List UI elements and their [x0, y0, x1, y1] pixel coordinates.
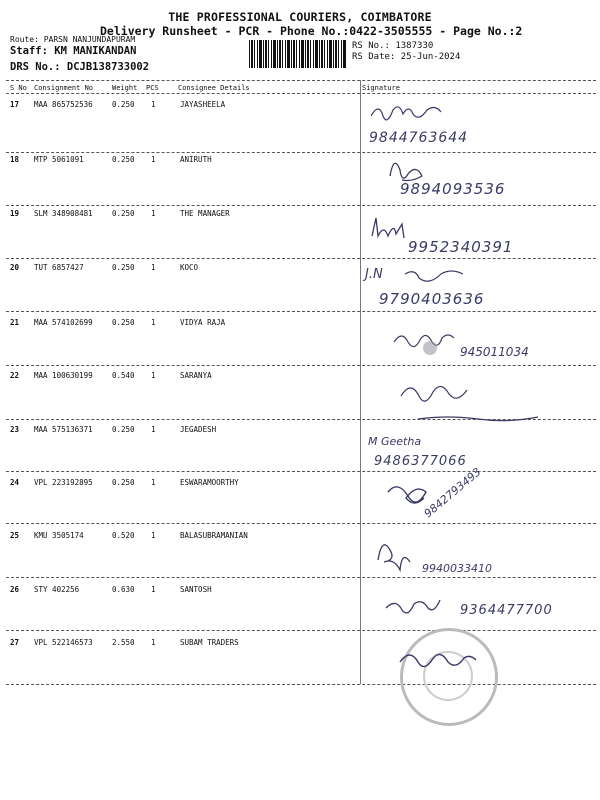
row-weight: 0.630: [112, 585, 135, 594]
row-weight: 0.540: [112, 371, 135, 380]
row-sno: 22: [10, 371, 20, 380]
row-weight: 0.520: [112, 531, 135, 540]
handwritten-phone: 9940033410: [422, 562, 492, 575]
row-sno: 18: [10, 155, 20, 164]
row-sno: 27: [10, 638, 20, 647]
row-consignment: STY 402256: [34, 585, 80, 594]
row-consignment: MAA 575136371: [34, 425, 93, 434]
row-separator: [6, 523, 596, 524]
col-header-consignment: Consignment No: [34, 84, 94, 92]
company-name: THE PROFESSIONAL COURIERS, COIMBATORE: [168, 10, 432, 24]
handwritten-phone: 9844763644: [369, 130, 469, 146]
barcode: [249, 40, 347, 68]
handwritten-phone: 9952340391: [408, 238, 514, 256]
row-consignee: ANIRUTH: [180, 155, 212, 164]
row-consignee: KOCO: [180, 263, 199, 272]
row-pcs: 1: [151, 531, 156, 540]
header-top-rule: [6, 80, 596, 81]
row-pcs: 1: [151, 478, 156, 487]
row-pcs: 1: [151, 318, 156, 327]
row-consignment: MAA 574102699: [34, 318, 93, 327]
signature-mark: [396, 646, 496, 680]
row-sno: 17: [10, 100, 20, 109]
route-label: Route: PARSN NANJUNDAPURAM: [10, 35, 136, 44]
signature-mark: [365, 98, 515, 154]
row-consignment: MAA 100630199: [34, 371, 93, 380]
col-header-signature: Signature: [362, 84, 400, 92]
row-consignment: MTP 5061091: [34, 155, 84, 164]
row-sno: 24: [10, 478, 20, 487]
row-pcs: 1: [151, 371, 156, 380]
row-consignee: VIDYA RAJA: [180, 318, 226, 327]
signature-mark: [382, 590, 552, 629]
row-separator: [6, 684, 596, 685]
row-sno: 19: [10, 209, 20, 218]
handwritten-phone: 9894093536: [400, 180, 506, 198]
row-consignment: KMU 3505174: [34, 531, 84, 540]
signature-mark: [365, 262, 525, 316]
handwritten-phone: 9842793493: [421, 465, 484, 521]
handwritten-phone: 9486377066: [374, 454, 467, 469]
row-consignee: SUBAM TRADERS: [180, 638, 239, 647]
handwritten-phone: 9790403636: [379, 290, 485, 308]
row-consignment: MAA 865752536: [34, 100, 93, 109]
svg-text:M Geetha: M Geetha: [368, 435, 422, 448]
rs-number: RS No.: 1387330: [352, 41, 434, 51]
row-consignee: BALASUBRAMANIAN: [180, 531, 248, 540]
col-header-pcs: PCS: [146, 84, 159, 92]
signature-mark: [370, 530, 520, 584]
row-consignee: ESWARAMOORTHY: [180, 478, 239, 487]
row-weight: 0.250: [112, 318, 135, 327]
row-consignee: JAYASHEELA: [180, 100, 226, 109]
row-weight: 0.250: [112, 478, 135, 487]
row-consignee: SARANYA: [180, 371, 212, 380]
row-weight: 0.250: [112, 209, 135, 218]
runsheet-title: Delivery Runsheet - PCR - Phone No.:0422-3505555 - Page No.:2: [100, 24, 523, 38]
signature-mark: [384, 465, 504, 532]
svg-text:J.N: J.N: [365, 267, 383, 282]
staff-label: Staff: KM MANIKANDAN: [10, 45, 137, 57]
row-pcs: 1: [151, 263, 156, 272]
row-pcs: 1: [151, 155, 156, 164]
header-bottom-rule: [6, 93, 596, 94]
drs-number: DRS No.: DCJB138733002: [10, 61, 150, 73]
row-pcs: 1: [151, 100, 156, 109]
row-separator: [6, 630, 596, 631]
row-weight: 0.250: [112, 263, 135, 272]
signature-mark: [368, 405, 588, 474]
row-weight: 0.250: [112, 100, 135, 109]
row-consignment: VPL 223192895: [34, 478, 93, 487]
row-sno: 26: [10, 585, 20, 594]
row-weight: 2.550: [112, 638, 135, 647]
row-weight: 0.250: [112, 155, 135, 164]
col-header-consignee: Consignee Details: [178, 84, 250, 92]
row-consignment: TUT 6857427: [34, 263, 84, 272]
row-sno: 25: [10, 531, 20, 540]
row-pcs: 1: [151, 425, 156, 434]
row-sno: 20: [10, 263, 20, 272]
signature-mark: [390, 322, 540, 376]
row-pcs: 1: [151, 638, 156, 647]
handwritten-phone: 945011034: [460, 345, 529, 359]
rs-date: RS Date: 25-Jun-2024: [352, 52, 461, 62]
handwritten-phone: 9364477700: [460, 603, 553, 618]
row-pcs: 1: [151, 585, 156, 594]
signature-mark: [380, 150, 530, 209]
row-consignee: SANTOSH: [180, 585, 212, 594]
row-consignee: JEGADESH: [180, 425, 217, 434]
row-weight: 0.250: [112, 425, 135, 434]
col-header-weight: Weight: [112, 84, 138, 92]
row-consignee: THE MANAGER: [180, 209, 230, 218]
row-sno: 21: [10, 318, 20, 327]
row-consignment: SLM 348908481: [34, 209, 93, 218]
signature-mark: [368, 210, 528, 264]
row-consignment: VPL 522146573: [34, 638, 93, 647]
col-header-sno: S No: [10, 84, 27, 92]
row-sno: 23: [10, 425, 20, 434]
row-pcs: 1: [151, 209, 156, 218]
